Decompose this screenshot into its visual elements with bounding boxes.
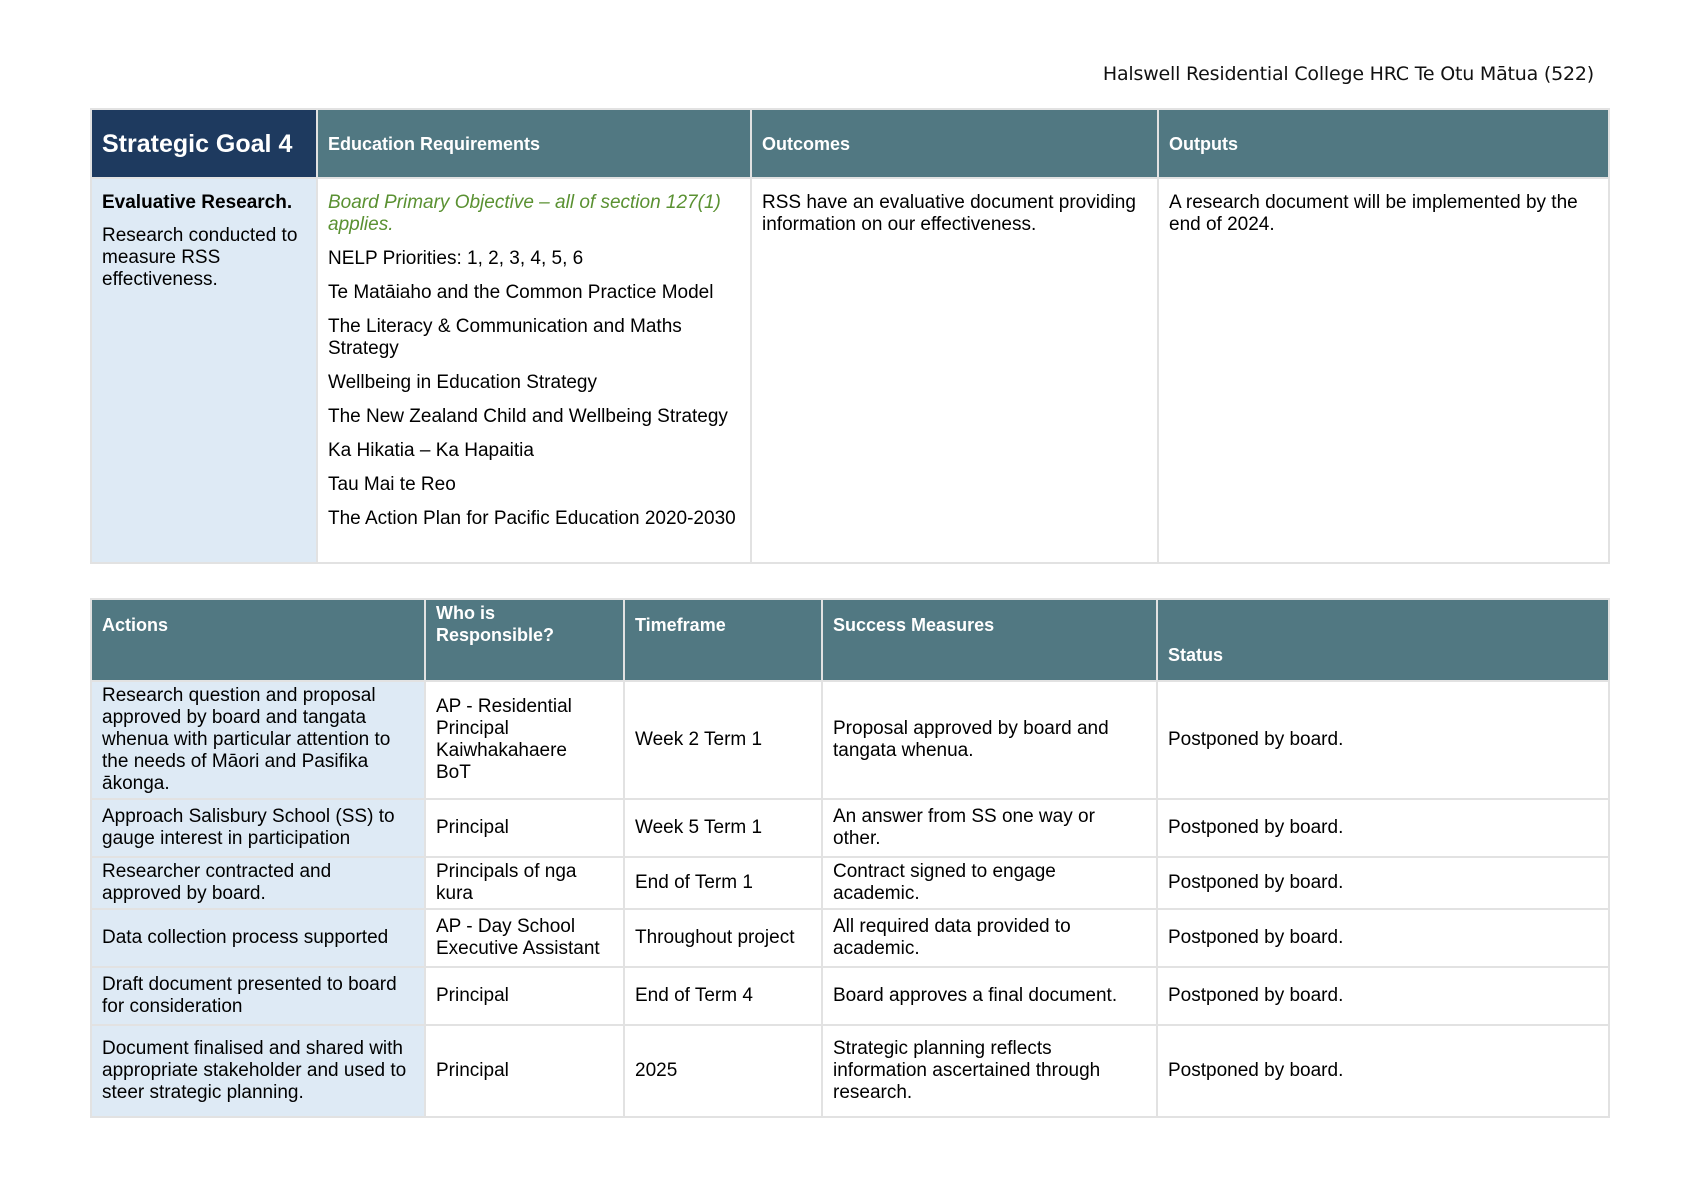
education-item: Wellbeing in Education Strategy xyxy=(328,372,597,393)
action-row xyxy=(91,681,1609,799)
outcomes-header: Outcomes xyxy=(751,109,1158,178)
responsible-person: Principal xyxy=(436,817,509,838)
success-measure-cell: An answer from SS one way or other. xyxy=(822,799,1157,857)
success-measure-cell: Strategic planning reflects information ascertained through research. xyxy=(822,1025,1157,1117)
status-cell: Postponed by board. xyxy=(1157,909,1609,967)
outputs-cell: A research document will be implemented by the end of 2024. xyxy=(1158,178,1609,563)
outcomes-cell: RSS have an evaluative document providing information on our effectiveness. xyxy=(751,178,1158,563)
responsible-person: Kaiwhakahaere xyxy=(436,740,567,761)
responsible-person: Principal xyxy=(436,718,509,739)
education-requirements-cell xyxy=(317,178,751,563)
goal-title-text: Evaluative Research. xyxy=(102,192,293,213)
action-cell: Research question and proposal approved by board and tangata whenua with particular attention to the needs of Māori and Pasifika ākonga. xyxy=(91,681,425,799)
goal-table-header-row xyxy=(91,109,1609,178)
goal-cell xyxy=(91,178,317,563)
action-row xyxy=(91,909,1609,967)
success-measure-cell: Proposal approved by board and tangata whenua. xyxy=(822,681,1157,799)
action-cell: Document finalised and shared with appropriate stakeholder and used to steer strategic planning. xyxy=(91,1025,425,1117)
outputs-header: Outputs xyxy=(1158,109,1609,178)
status-cell: Postponed by board. xyxy=(1157,681,1609,799)
actions-table-header-row xyxy=(91,599,1609,681)
page-header: Halswell Residential College HRC Te Otu Mātua (522) xyxy=(1102,63,1594,85)
timeframe-cell: Week 2 Term 1 xyxy=(624,681,822,799)
responsible-person: AP - Residential xyxy=(436,696,572,717)
status-cell: Postponed by board. xyxy=(1157,1025,1609,1117)
responsible-cell xyxy=(425,909,624,967)
responsible-cell xyxy=(425,1025,624,1117)
education-item: The Action Plan for Pacific Education 2020-2030 xyxy=(328,508,736,529)
timeframe-cell: Throughout project xyxy=(624,909,822,967)
action-cell: Data collection process supported xyxy=(91,909,425,967)
education-requirements-header: Education Requirements xyxy=(317,109,751,178)
education-item: The Literacy & Communication and Maths Strategy xyxy=(328,316,682,359)
actions-header: Actions xyxy=(91,599,425,681)
responsible-person: Executive Assistant xyxy=(436,938,600,959)
responsible-cell xyxy=(425,681,624,799)
education-item: Ka Hikatia – Ka Hapaitia xyxy=(328,440,534,461)
goal-description: Research conducted to measure RSS effectiveness. xyxy=(102,225,298,290)
status-cell: Postponed by board. xyxy=(1157,967,1609,1025)
education-item: NELP Priorities: 1, 2, 3, 4, 5, 6 xyxy=(328,248,584,269)
responsible-cell xyxy=(425,967,624,1025)
status-cell: Postponed by board. xyxy=(1157,799,1609,857)
responsible-header: Who is Responsible? xyxy=(425,599,624,681)
action-row xyxy=(91,1025,1609,1117)
success-measures-header: Success Measures xyxy=(822,599,1157,681)
timeframe-header: Timeframe xyxy=(624,599,822,681)
timeframe-cell: 2025 xyxy=(624,1025,822,1117)
actions-table xyxy=(90,598,1610,1118)
education-item: Tau Mai te Reo xyxy=(328,474,456,495)
success-measure-cell: Board approves a final document. xyxy=(822,967,1157,1025)
strategic-goal-title: Strategic Goal 4 xyxy=(91,109,317,178)
education-item: Te Matāiaho and the Common Practice Model xyxy=(328,282,714,303)
action-row xyxy=(91,967,1609,1025)
success-measure-cell: Contract signed to engage academic. xyxy=(822,857,1157,909)
timeframe-cell: End of Term 1 xyxy=(624,857,822,909)
goal-table-body-row xyxy=(91,178,1609,563)
responsible-person: Principal xyxy=(436,1060,509,1081)
education-item: The New Zealand Child and Wellbeing Strategy xyxy=(328,406,728,427)
timeframe-cell: End of Term 4 xyxy=(624,967,822,1025)
success-measure-cell: All required data provided to academic. xyxy=(822,909,1157,967)
responsible-person: Principal xyxy=(436,985,509,1006)
action-cell: Draft document presented to board for consideration xyxy=(91,967,425,1025)
responsible-cell xyxy=(425,857,624,909)
board-primary-objective: Board Primary Objective – all of section 127(1) applies. xyxy=(328,192,721,235)
responsible-cell xyxy=(425,799,624,857)
action-row xyxy=(91,857,1609,909)
responsible-person: Principals of nga kura xyxy=(436,861,577,904)
action-cell: Approach Salisbury School (SS) to gauge interest in participation xyxy=(91,799,425,857)
status-header: Status xyxy=(1157,599,1609,681)
strategic-goal-table xyxy=(90,108,1610,564)
actions-body xyxy=(91,681,1609,1117)
responsible-person: AP - Day School xyxy=(436,916,576,937)
action-cell: Researcher contracted and approved by board. xyxy=(91,857,425,909)
action-row xyxy=(91,799,1609,857)
responsible-person: BoT xyxy=(436,762,471,783)
status-cell: Postponed by board. xyxy=(1157,857,1609,909)
timeframe-cell: Week 5 Term 1 xyxy=(624,799,822,857)
